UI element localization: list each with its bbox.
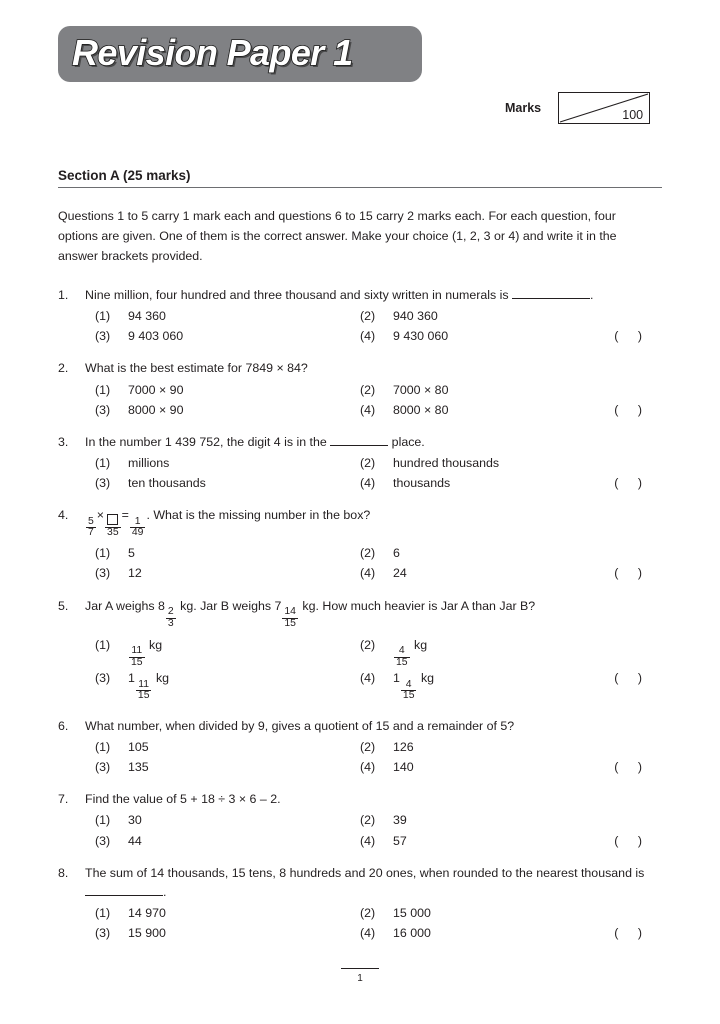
question-8-option-2-value: 15 000: [393, 906, 431, 921]
fraction-denominator: 15: [396, 656, 408, 668]
question-7-option-2[interactable]: [360, 810, 625, 830]
question-6-option-2-key: (2): [360, 740, 376, 755]
fraction-numerator: 2: [167, 606, 174, 618]
question-2-option-1[interactable]: [95, 380, 360, 400]
question-8-options: [58, 903, 662, 943]
question-8-stem-pre: The sum of 14 thousands, 15 tens, 8 hundreds and 20 ones, when rounded to the nearest thousand is: [85, 865, 645, 880]
question-5-option-4[interactable]: [360, 668, 625, 702]
marks-box: [558, 92, 650, 124]
question-6-option-3-key: (3): [95, 760, 111, 775]
fraction-numerator: 4: [398, 644, 405, 656]
fraction-denominator: 15: [131, 656, 143, 668]
question-8-option-4-key: (4): [360, 926, 376, 941]
question-2-option-4-key: (4): [360, 402, 376, 417]
question-8-blank: [85, 895, 163, 896]
fraction-numerator: 11: [131, 644, 143, 656]
equals-operator: =: [121, 508, 129, 523]
unit-label: kg: [414, 637, 428, 652]
question-7-stem: Find the value of 5 + 18 ÷ 3 × 6 – 2.: [85, 792, 281, 807]
question-2: [58, 359, 662, 419]
question-3-number: 3.: [58, 434, 69, 449]
question-5-option-1-value: [128, 635, 360, 669]
question-5-option-1[interactable]: [95, 635, 360, 669]
question-1-option-2-key: (2): [360, 309, 376, 324]
question-6-option-2-value: 126: [393, 740, 414, 755]
question-6-option-4-key: (4): [360, 760, 376, 775]
question-6-option-1-key: (1): [95, 740, 111, 755]
fraction-numerator: 5: [88, 515, 94, 527]
fraction-five-sevenths: [86, 517, 96, 539]
question-1-option-1-key: (1): [95, 309, 111, 324]
unit-label: kg: [149, 637, 163, 652]
fraction-numerator: 11: [138, 678, 150, 690]
question-2-option-2-value: 7000 × 80: [393, 382, 449, 397]
question-4-option-3[interactable]: [95, 563, 360, 583]
question-8-option-2[interactable]: [360, 903, 625, 923]
question-3-option-3[interactable]: [95, 473, 360, 493]
question-3-option-2-key: (2): [360, 456, 376, 471]
question-2-number: 2.: [58, 361, 69, 376]
question-6-option-4-value: 140: [393, 760, 414, 775]
question-7-option-3-value: 44: [128, 833, 142, 848]
question-5-option-3-value: [128, 668, 360, 702]
questions-list: [58, 286, 662, 956]
question-8-option-1-value: 14 970: [128, 906, 166, 921]
question-3-option-3-key: (3): [95, 476, 111, 491]
marks-label: Marks: [505, 101, 542, 115]
question-5-option-4-key: (4): [360, 671, 376, 686]
question-4: [58, 506, 662, 583]
fraction-numerator: 1: [134, 515, 141, 527]
question-4-option-1-value: 5: [128, 545, 135, 560]
question-5-option-3[interactable]: [95, 668, 360, 702]
question-2-option-3-key: (3): [95, 402, 111, 417]
empty-box-icon: [107, 514, 118, 525]
question-5-option-4-value: [393, 668, 625, 702]
question-8-option-2-key: (2): [360, 906, 376, 921]
question-8-answer-bracket[interactable]: ( ): [614, 926, 650, 941]
paper-title-banner: [58, 26, 422, 82]
page-footer: [0, 968, 720, 984]
question-5-option-3-key: (3): [95, 671, 111, 686]
question-3-option-3-value: ten thousands: [128, 476, 206, 491]
question-7-answer-bracket[interactable]: ( ): [614, 833, 650, 848]
question-5-answer-bracket[interactable]: ( ): [614, 671, 650, 686]
question-8-option-4[interactable]: [360, 923, 625, 943]
question-1-option-3-value: 9 403 060: [128, 329, 184, 344]
unit-label: kg: [420, 671, 435, 686]
question-5-number: 5.: [58, 599, 69, 614]
fraction-denominator: 15: [402, 690, 415, 702]
question-2-option-1-key: (1): [95, 382, 111, 397]
question-6-number: 6.: [58, 718, 69, 733]
question-6-stem: What number, when divided by 9, gives a quotient of 15 and a remainder of 5?: [85, 718, 515, 733]
question-4-option-2[interactable]: [360, 543, 625, 563]
question-6-option-3-value: 135: [128, 760, 149, 775]
question-1-option-4-key: (4): [360, 329, 376, 344]
question-5-option-2[interactable]: [360, 635, 625, 669]
question-2-option-1-value: 7000 × 90: [128, 382, 184, 397]
question-2-answer-bracket[interactable]: ( ): [614, 402, 650, 417]
question-3-stem-pre: In the number 1 439 752, the digit 4 is in the: [85, 434, 331, 449]
question-3-option-1[interactable]: [95, 453, 360, 473]
question-5-stem-part3: kg. How much heavier is Jar A than Jar B?: [298, 599, 536, 614]
question-4-option-2-key: (2): [360, 545, 376, 560]
question-8: [58, 864, 662, 944]
question-5-stem-part1: Jar A weighs 8: [85, 599, 165, 614]
question-2-option-3[interactable]: [95, 400, 360, 420]
fraction-numerator: 14: [284, 606, 296, 618]
box-placeholder: [105, 514, 120, 528]
unit-label: kg: [155, 671, 170, 686]
question-7-option-2-value: 39: [393, 813, 407, 828]
question-6-option-3[interactable]: [95, 757, 360, 777]
question-4-number: 4.: [58, 508, 69, 523]
question-7-option-3[interactable]: [95, 831, 360, 851]
question-3-option-1-value: millions: [128, 456, 170, 471]
question-1-number: 1.: [58, 288, 69, 302]
page-title: Revision Paper 1: [72, 32, 353, 73]
question-2-option-3-value: 8000 × 90: [128, 402, 184, 417]
multiply-operator: ×: [96, 508, 105, 523]
fraction-box-over-35: [105, 514, 121, 539]
fraction-numerator: 4: [405, 678, 412, 690]
question-7-option-3-key: (3): [95, 833, 111, 848]
question-6-option-2[interactable]: [360, 737, 625, 757]
question-1-option-2-value: 940 360: [393, 309, 438, 324]
question-4-option-3-key: (3): [95, 565, 111, 580]
section-title: Section A (25 marks): [58, 168, 191, 183]
question-1-blank: [512, 298, 590, 299]
question-5-option-1-key: (1): [95, 637, 111, 652]
question-4-option-4-value: 24: [393, 565, 407, 580]
question-6-option-1-value: 105: [128, 740, 149, 755]
question-7-option-1-value: 30: [128, 813, 142, 828]
question-1-option-2[interactable]: [360, 306, 625, 326]
question-8-option-3[interactable]: [95, 923, 360, 943]
marks-total: 100: [622, 108, 644, 122]
question-4-option-1-key: (1): [95, 545, 111, 560]
fraction-denominator: 15: [137, 690, 150, 702]
question-5: [58, 597, 662, 702]
question-4-option-1[interactable]: [95, 543, 360, 563]
question-3-options: [58, 453, 662, 493]
footer-divider: [341, 968, 379, 969]
question-4-option-4-key: (4): [360, 565, 376, 580]
question-7-option-4[interactable]: [360, 831, 625, 851]
question-2-option-2-key: (2): [360, 382, 376, 397]
question-1-option-3[interactable]: [95, 326, 360, 346]
question-3-stem-post: place.: [388, 434, 425, 449]
question-1-stem: [85, 286, 662, 305]
question-8-option-1-key: (1): [95, 906, 111, 921]
question-8-stem-post: .: [163, 884, 167, 899]
question-8-option-4-value: 16 000: [393, 926, 431, 941]
question-1-option-4-value: 9 430 060: [393, 329, 449, 344]
question-2-option-2[interactable]: [360, 380, 625, 400]
fraction-denominator: 35: [107, 527, 119, 539]
question-4-option-3-value: 12: [128, 565, 142, 580]
option-fraction: [136, 680, 152, 702]
question-7-option-4-value: 57: [393, 833, 407, 848]
instructions-text: Questions 1 to 5 carry 1 mark each and questions 6 to 15 carry 2 marks each. For each question, four options are given. One of them is the correct answer. Make your choice (1, 2, 3 or 4) and write it in the answer brackets provided.: [58, 209, 617, 264]
question-3-option-1-key: (1): [95, 456, 111, 471]
fraction-denominator: 49: [131, 527, 144, 539]
question-4-stem: [85, 506, 662, 539]
question-6-option-4[interactable]: [360, 757, 625, 777]
question-5-option-2-key: (2): [360, 637, 376, 652]
mixed-whole: 1: [393, 671, 400, 686]
question-7-option-1[interactable]: [95, 810, 360, 830]
question-3-option-2-value: hundred thousands: [393, 456, 500, 471]
question-6-option-1[interactable]: [95, 737, 360, 757]
question-6-options: [58, 737, 662, 777]
question-1-stem-pre: Nine million, four hundred and three thousand and sixty written in numerals is: [85, 288, 513, 302]
question-8-option-3-value: 15 900: [128, 926, 166, 941]
question-8-option-1[interactable]: [95, 903, 360, 923]
question-5-option-2-value: [393, 635, 625, 669]
question-1-stem-post: .: [590, 288, 594, 302]
question-8-option-3-key: (3): [95, 926, 111, 941]
question-4-answer-bracket[interactable]: ( ): [614, 565, 650, 580]
question-2-stem: What is the best estimate for 7849 × 84?: [85, 361, 308, 376]
question-8-number: 8.: [58, 865, 69, 880]
marks-area: [505, 92, 650, 124]
question-3-stem: [85, 433, 662, 452]
question-7-options: [58, 810, 662, 850]
question-7-option-1-key: (1): [95, 813, 111, 828]
question-1-answer-bracket[interactable]: ( ): [614, 329, 650, 344]
option-fraction: [401, 680, 417, 702]
question-2-option-4[interactable]: [360, 400, 625, 420]
question-3: [58, 433, 662, 493]
option-fraction: [394, 646, 410, 668]
question-2-options: [58, 380, 662, 420]
question-3-option-4[interactable]: [360, 473, 625, 493]
fraction-denominator: 15: [284, 618, 296, 629]
mixed-fraction-fourteen-fifteenths: [282, 607, 298, 629]
question-4-stem-post: . What is the missing number in the box?: [146, 508, 371, 523]
fraction-denominator: 3: [167, 618, 174, 629]
fraction-one-fortyninth: [130, 517, 146, 539]
mixed-fraction-two-thirds: [166, 607, 176, 629]
question-1-options: [58, 306, 662, 346]
question-3-option-4-key: (4): [360, 476, 376, 491]
question-1-option-3-key: (3): [95, 329, 111, 344]
question-4-options: [58, 543, 662, 583]
question-2-option-4-value: 8000 × 80: [393, 402, 449, 417]
question-1: [58, 286, 662, 346]
question-7-option-4-key: (4): [360, 833, 376, 848]
question-1-option-1[interactable]: [95, 306, 360, 326]
question-3-answer-bracket[interactable]: ( ): [614, 476, 650, 491]
section-divider: [58, 187, 662, 188]
question-3-option-4-value: thousands: [393, 476, 451, 491]
question-1-option-4[interactable]: [360, 326, 625, 346]
question-6-answer-bracket[interactable]: ( ): [614, 760, 650, 775]
question-5-stem: [85, 597, 662, 630]
section-heading: [58, 168, 662, 188]
question-6: [58, 717, 662, 777]
question-1-option-1-value: 94 360: [128, 309, 166, 324]
fraction-denominator: 7: [88, 527, 94, 539]
question-5-options: [58, 635, 662, 702]
option-fraction: [129, 646, 145, 668]
question-7: [58, 790, 662, 850]
question-5-stem-part2: kg. Jar B weighs 7: [176, 599, 282, 614]
question-4-option-4[interactable]: [360, 563, 625, 583]
question-3-blank: [330, 445, 388, 446]
page-number: 1: [357, 973, 363, 984]
question-4-option-2-value: 6: [393, 545, 400, 560]
question-8-stem: [85, 864, 662, 902]
question-7-option-2-key: (2): [360, 813, 376, 828]
mixed-whole: 1: [128, 671, 135, 686]
question-7-number: 7.: [58, 792, 69, 807]
question-3-option-2[interactable]: [360, 453, 625, 473]
